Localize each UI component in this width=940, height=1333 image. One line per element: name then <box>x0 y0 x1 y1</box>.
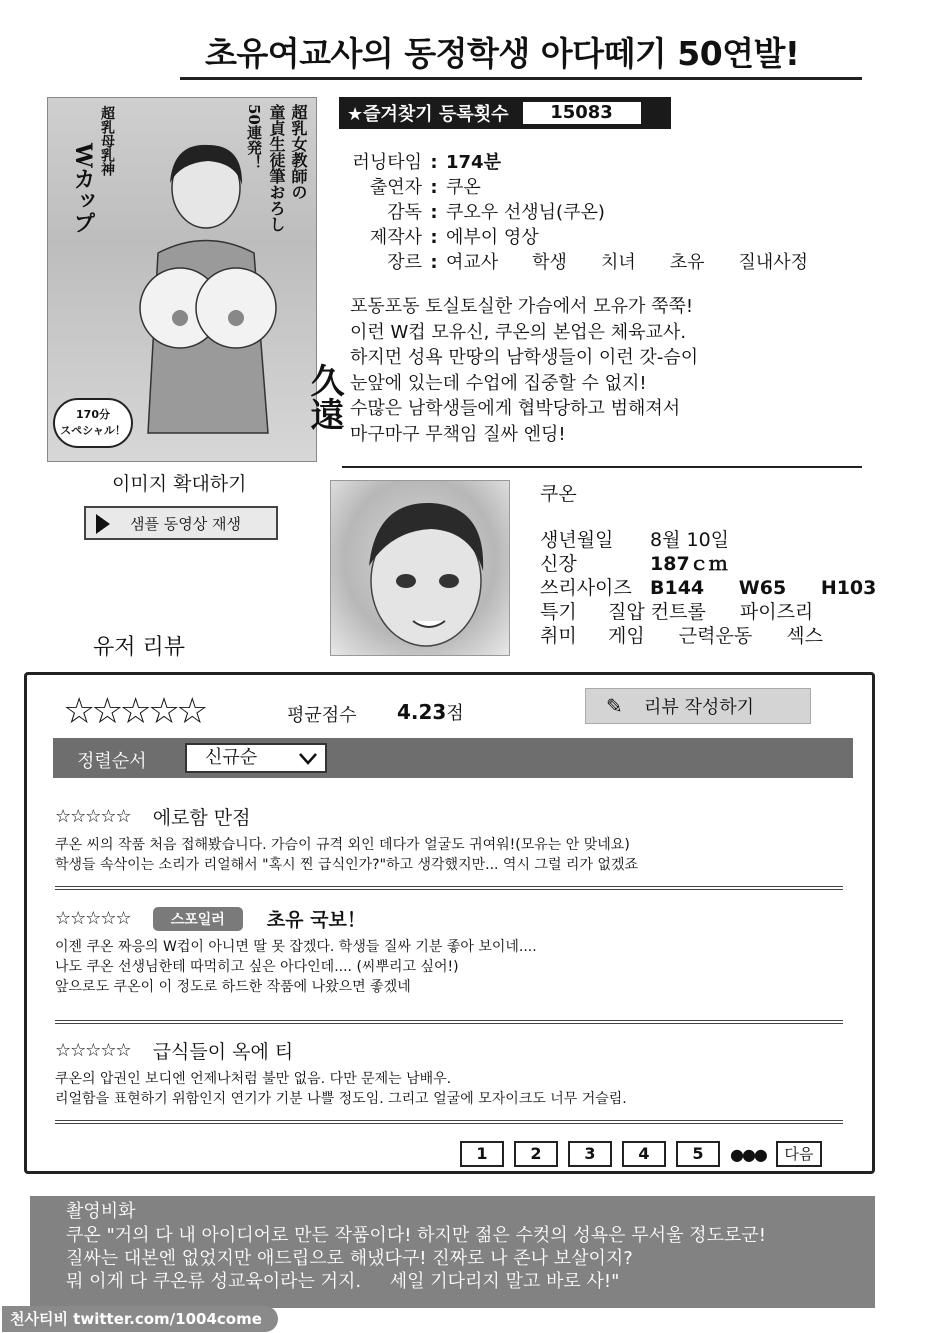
review-line: 쿠온 씨의 작품 처음 접해봤습니다. 가슴이 규격 외인 데다가 얼굴도 귀여워!(모유는 안 맞네요) <box>55 837 630 853</box>
average-score-value: 4.23 <box>397 700 447 724</box>
cover-author-name: 久遠 <box>304 363 344 431</box>
movie-info <box>352 150 842 275</box>
favorite-label: ★즐겨찾기 등록횟수 <box>347 104 509 125</box>
actor-row-skills <box>540 600 904 624</box>
sort-bar <box>53 738 853 778</box>
enlarge-image-link[interactable]: 이미지 확대하기 <box>112 473 247 495</box>
behind-title: 촬영비화 <box>66 1201 136 1222</box>
review-panel <box>24 672 875 1174</box>
chevron-down-icon <box>297 745 319 779</box>
write-review-label: 리뷰 작성하기 <box>644 697 755 718</box>
genre-tag[interactable]: 학생 <box>532 252 567 273</box>
review-header <box>55 905 855 932</box>
review-item <box>55 1037 855 1109</box>
info-row-director <box>352 200 842 225</box>
pencil-icon: ✎ <box>606 694 623 718</box>
behind-line: 뭐 이게 다 쿠온류 성교육이라는 거지. 세일 기다리지 말고 바로 사!" <box>66 1271 620 1292</box>
review-body <box>55 1069 855 1109</box>
hobby-item: 섹스 <box>786 625 823 647</box>
page-title: 초유여교사의 동정학생 아다떼기 50연발! <box>205 34 800 73</box>
sample-video-label: 샘플 동영상 재생 <box>130 514 241 533</box>
average-score-label: 평균점수 <box>287 705 357 726</box>
description-line: 포동포동 토실토실한 가슴에서 모유가 쭉쭉! <box>350 296 694 317</box>
review-line: 이젠 쿠온 짜응의 W컵이 아니면 딸 못 잡겠다. 학생들 질싸 기분 좋아 보이네.... <box>55 939 537 955</box>
cover-image[interactable] <box>47 97 344 462</box>
director-value: 쿠오우 선생님(쿠온) <box>446 202 605 223</box>
title-divider <box>180 77 862 80</box>
next-page-button[interactable]: 다음 <box>776 1141 822 1167</box>
sort-select[interactable] <box>185 743 327 773</box>
cover-tagline-2: 童貞生徒筆おろし <box>267 104 286 232</box>
hobby-values <box>608 624 851 648</box>
review-divider <box>55 1120 843 1124</box>
birthday-value: 8월 10일 <box>650 529 730 551</box>
review-line: 학생들 속삭이는 소리가 리얼해서 "혹시 찐 급식인가?"하고 생각했지만... 역시 그럴 리가 없겠죠 <box>55 857 638 873</box>
cover-text-left: 超乳母乳神 <box>99 106 115 176</box>
review-line: 리얼함을 표현하기 위함인지 연기가 기분 나쁠 정도임. 그리고 얼굴에 모자이크도 너무 거슬림. <box>55 1091 627 1107</box>
review-stars: ☆☆☆☆☆ <box>55 1040 131 1061</box>
skills-label: 특기 <box>540 601 577 623</box>
director-label: 감독 <box>387 202 422 223</box>
reviews-heading: 유저 리뷰 <box>93 635 186 660</box>
favorite-count-bar <box>339 97 671 129</box>
page-button-4[interactable]: 4 <box>622 1141 666 1167</box>
page-button-1[interactable]: 1 <box>460 1141 504 1167</box>
pagination <box>460 1141 822 1167</box>
cover-tagline-1: 超乳女教師の <box>289 104 308 200</box>
actor-row-hobbies <box>540 624 904 648</box>
favorite-count: 15083 <box>523 102 641 124</box>
colon: : <box>430 202 438 223</box>
hobby-label: 취미 <box>540 625 577 647</box>
review-header <box>55 803 855 830</box>
credit-watermark: 천사티비 twitter.com/1004come <box>2 1306 278 1332</box>
skills-values <box>608 600 841 624</box>
studio-value: 에부이 영상 <box>446 227 539 248</box>
behind-line: 쿠온 "거의 다 내 아이디어로 만든 작품이다! 하지만 젊은 수컷의 성욕은 무서울 정도로군! <box>66 1225 766 1246</box>
review-divider <box>55 886 843 890</box>
review-body <box>55 937 855 997</box>
cover-duration-badge: 170分 スペシャル！ <box>53 398 133 448</box>
genre-tag[interactable]: 질내사정 <box>738 252 809 273</box>
info-row-runtime <box>352 150 842 175</box>
sort-label: 정렬순서 <box>77 751 147 772</box>
size-bust: B144 <box>650 577 705 599</box>
skill-item: 파이즈리 <box>739 601 814 623</box>
description-line: 하지먼 성욕 만땅의 남학생들이 이런 갓-슴이 <box>350 347 699 368</box>
spoiler-badge[interactable]: 스포일러 <box>153 907 243 931</box>
behind-the-scenes <box>30 1196 875 1308</box>
actor-row-height <box>540 552 904 576</box>
birthday-label: 생년월일 <box>540 529 614 551</box>
genre-tag[interactable]: 치녀 <box>600 252 636 273</box>
info-row-studio <box>352 225 842 250</box>
runtime-value: 174분 <box>446 152 501 173</box>
average-score <box>397 699 464 725</box>
review-item <box>55 905 855 997</box>
sizes-values <box>650 576 904 600</box>
runtime-label: 러닝타임 <box>352 152 422 173</box>
studio-label: 제작사 <box>369 227 422 248</box>
more-pages-dots: ●●● <box>730 1144 766 1164</box>
description-line: 수많은 남학생들에게 협박당하고 범해져서 <box>350 398 681 419</box>
info-row-genre <box>352 250 842 275</box>
genre-tag[interactable]: 초유 <box>669 252 705 273</box>
cast-label: 출연자 <box>369 177 422 198</box>
colon: : <box>430 177 438 198</box>
cover-text-cup: Wカップ <box>70 143 96 234</box>
review-header <box>55 1037 855 1064</box>
height-value: 187ｃｍ <box>650 553 728 575</box>
review-body <box>55 835 855 875</box>
actor-portrait-illustration <box>331 481 511 657</box>
page-button-3[interactable]: 3 <box>568 1141 612 1167</box>
colon: : <box>430 152 438 173</box>
review-title: 에로함 만점 <box>152 807 251 829</box>
review-line: 나도 쿠온 선생님한테 따먹히고 싶은 아다인데.... (씨뿌리고 싶어!) <box>55 959 459 975</box>
skill-item: 질압 컨트롤 <box>608 601 706 623</box>
behind-line: 질싸는 대본엔 없었지만 애드립으로 해냈다구! 진짜로 나 존나 보살이지? <box>66 1248 633 1269</box>
play-icon <box>96 514 110 534</box>
colon: : <box>430 227 438 248</box>
section-divider <box>342 466 862 468</box>
review-item <box>55 803 855 875</box>
hobby-item: 근력운동 <box>678 625 753 647</box>
genre-tag[interactable]: 여교사 <box>446 252 499 273</box>
height-label: 신장 <box>540 553 577 575</box>
write-review-button[interactable] <box>585 688 811 724</box>
review-line: 쿠온의 압권인 보디엔 언제나처럼 불만 없음. 다만 문제는 남배우. <box>55 1071 452 1087</box>
colon: : <box>430 252 438 273</box>
page-button-2[interactable]: 2 <box>514 1141 558 1167</box>
description-line: 이런 W컵 모유신, 쿠온의 본업은 체육교사. <box>350 321 687 343</box>
cover-tagline-3: 50連発！ <box>245 104 263 170</box>
cast-value: 쿠온 <box>446 177 481 198</box>
actor-name: 쿠온 <box>540 483 577 505</box>
review-title: 급식들이 옥에 티 <box>152 1041 294 1063</box>
sort-selected-value: 신규순 <box>205 747 258 768</box>
sizes-label: 쓰리사이즈 <box>540 577 632 599</box>
description-line: 눈앞에 있는데 수업에 집중할 수 없지! <box>350 372 647 394</box>
sample-video-button[interactable] <box>84 506 278 540</box>
actor-row-sizes <box>540 576 904 600</box>
size-hip: H103 <box>820 577 877 599</box>
review-title: 초유 국보！ <box>266 909 366 931</box>
actor-row-birthday <box>540 528 904 552</box>
genre-label: 장르 <box>387 252 422 273</box>
actor-photo[interactable] <box>330 480 510 656</box>
review-stars: ☆☆☆☆☆ <box>55 806 131 827</box>
description-line: 마구마구 무책임 질싸 엔딩! <box>350 423 566 445</box>
average-score-unit: 점 <box>446 703 464 724</box>
page-button-5[interactable]: 5 <box>676 1141 720 1167</box>
movie-description <box>350 294 698 447</box>
info-row-cast <box>352 175 842 200</box>
review-stars: ☆☆☆☆☆ <box>55 908 131 929</box>
review-line: 앞으로도 쿠온이 이 정도로 하드한 작품에 나왔으면 좋겠네 <box>55 979 411 995</box>
hobby-item: 게임 <box>608 625 645 647</box>
review-divider <box>55 1020 843 1024</box>
actor-profile <box>540 482 904 648</box>
size-waist: W65 <box>738 577 787 599</box>
average-rating-stars: ☆☆☆☆☆ <box>63 691 205 732</box>
